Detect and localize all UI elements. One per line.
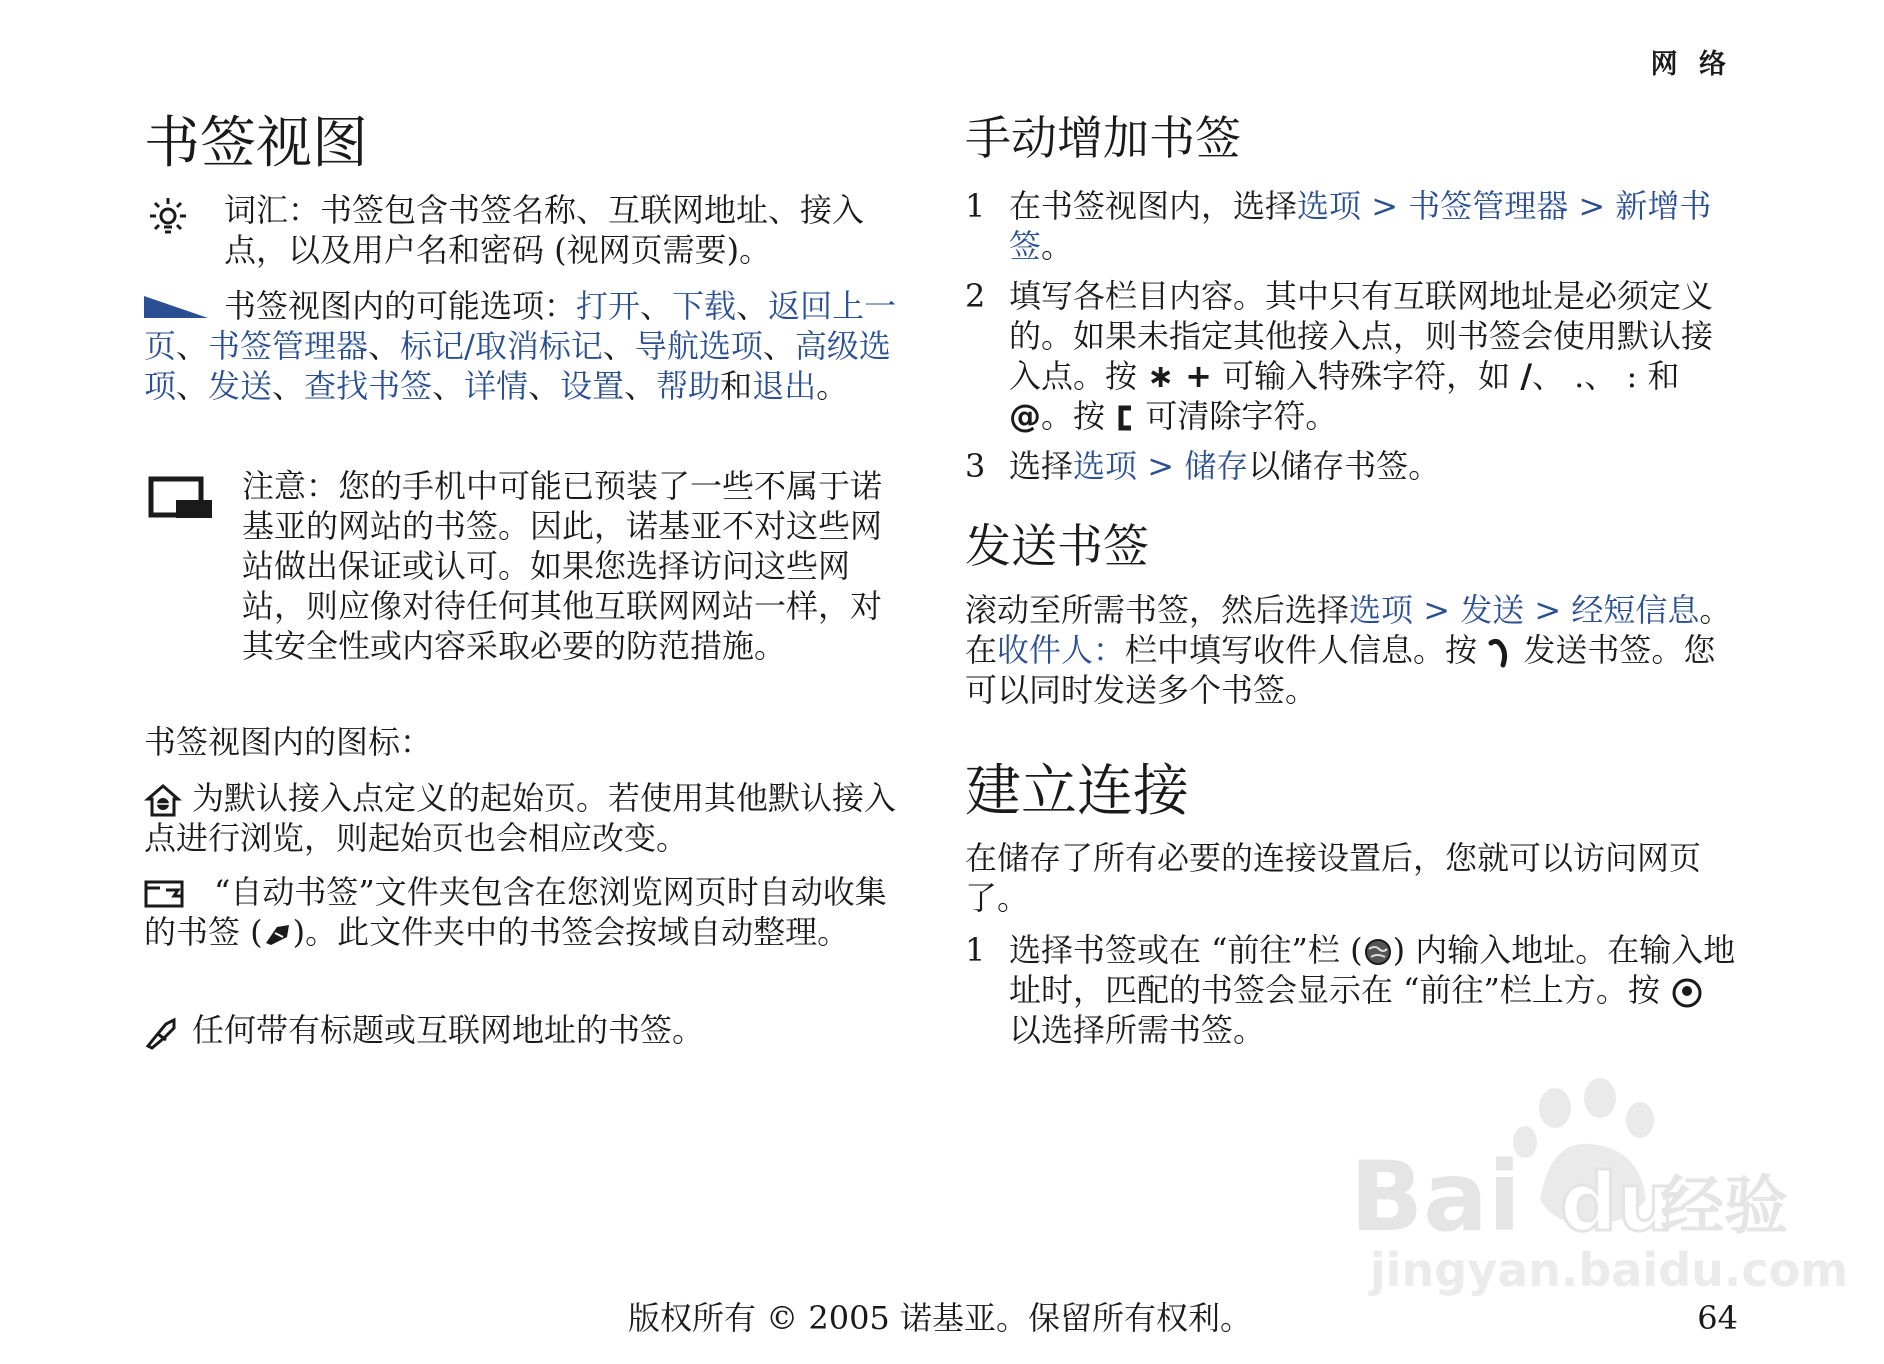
slash-char: / [1520,357,1532,395]
folder-icon-description [144,872,906,952]
star-plus-key: ∗ + [1147,357,1212,395]
bookmark-icon-description: 任何带有标题或互联网地址的书签。 [192,1011,705,1049]
globe-icon [1363,937,1393,967]
call-key-icon [1487,637,1513,667]
send-paragraph [965,590,1740,710]
at-char: @ [1009,397,1041,435]
send-bookmark-title: 发送书签 [965,519,1149,573]
send-text: 发送书签。您可以同时发送多个书签。 [965,631,1716,709]
step-number: 1 [965,931,986,969]
send-text: 滚动至所需书签，然后选择 [965,591,1350,629]
copyright-footer: 版权所有 © 2005 诺基亚。保留所有权利。 [628,1299,1252,1337]
svg-text:经验: 经验 [1660,1170,1788,1244]
step-number: 3 [965,447,986,485]
link-options[interactable]: 选项 [1073,447,1138,485]
step-text: 。 [1041,227,1074,265]
send-text: 栏中填写收件人信息。按 [1125,631,1488,669]
option-open[interactable]: 打开 [576,287,641,325]
options-and: 和 [720,367,753,405]
option-navigation[interactable]: 导航选项 [634,327,763,365]
manual-step-2 [1009,276,1739,436]
link-options[interactable]: 选项 [1349,591,1414,629]
connect-title: 建立连接 [965,759,1189,824]
options-paragraph: 书签视图内的可能选项：打开、下载、返回上一页、书签管理器、标记/取消标记、导航选项、高级选项、发送、查找书签、详情、设置、帮助和退出。 [144,287,897,405]
manual-add-title: 手动增加书签 [965,111,1241,165]
option-exit[interactable]: 退出 [752,367,817,405]
svg-text:jingyan.baidu.com: jingyan.baidu.com [1370,1243,1849,1297]
page-title: 书签视图 [144,111,368,176]
step-text: 、 .、 : 和 [1532,357,1680,395]
menu-separator: > [1137,447,1185,485]
note-label: 注意： [242,467,339,505]
step-number: 2 [965,277,986,315]
option-back[interactable]: 返回上一页 [144,287,897,365]
link-send[interactable]: 发送 [1460,591,1525,629]
option-mark-unmark[interactable]: 标记/取消标记 [400,327,603,365]
menu-separator: > [1568,187,1616,225]
baidu-jingyan-watermark [1350,1080,1849,1300]
option-download[interactable]: 下载 [672,287,737,325]
step-text: 可清除字符。 [1135,397,1338,435]
step-text: 填写各栏目内容。其中只有互联网地址是必须定义的。如果未指定其他接入点，则书签会使用默认接入点。按 [1009,277,1714,395]
step-text: 以选择所需书签。 [1009,1011,1266,1049]
clear-key-icon [1115,404,1135,432]
tip-paragraph [224,190,874,270]
icons-heading: 书签视图内的图标： [144,723,433,761]
option-advanced[interactable]: 高级选项 [144,327,891,405]
step-text: 以储存书签。 [1248,447,1441,485]
step-text: 可输入特殊字符，如 [1211,357,1521,395]
step-text: 在书签视图内，选择 [1009,187,1298,225]
send-text: 。在 [965,591,1732,669]
manual-step-1 [1009,186,1739,266]
home-icon-description: 为默认接入点定义的起始页。若使用其他默认接入点进行浏览，则起始页也会相应改变。 [144,779,897,857]
note-paragraph [242,466,888,666]
svg-text:Bai: Bai [1350,1141,1521,1253]
svg-text:du: du [1560,1156,1675,1249]
option-details[interactable]: 详情 [464,367,529,405]
step-text: ) 内输入地址。在输入地址时，匹配的书签会显示在 “前往”栏上方。按 [1009,931,1736,1009]
options-intro: 书签视图内的可能选项： [224,287,577,325]
step-number: 1 [965,187,986,225]
step-text: 选择书签或在 “前往”栏 ( [1009,931,1363,969]
connect-paragraph: 在储存了所有必要的连接设置后，您就可以访问网页了。 [965,839,1702,917]
option-help[interactable]: 帮助 [656,367,721,405]
link-options[interactable]: 选项 [1297,187,1362,225]
manual-step-3 [1009,446,1739,486]
section-header: 网 络 [1650,49,1732,80]
option-settings[interactable]: 设置 [560,367,625,405]
tip-icon [146,196,190,240]
link-new-bookmark[interactable]: 新增书签 [1009,187,1712,265]
option-find-bookmark[interactable]: 查找书签 [304,367,433,405]
tip-label: 词汇： [224,191,321,229]
option-send[interactable]: 发送 [208,367,273,405]
folder-text-b: )。此文件夹中的书签会按域自动整理。 [292,913,850,951]
joystick-select-icon [1670,976,1704,1008]
link-via-sms[interactable]: 经短信息 [1571,591,1700,629]
option-bookmark-manager[interactable]: 书签管理器 [208,327,369,365]
menu-separator: > [1524,591,1572,629]
note-icon [148,476,218,524]
link-save[interactable]: 储存 [1184,447,1249,485]
step-text: 。按 [1041,397,1116,435]
menu-separator: > [1413,591,1461,629]
page-number: 64 [1697,1299,1738,1337]
link-bookmark-manager[interactable]: 书签管理器 [1408,187,1569,225]
step-text: 选择 [1009,447,1074,485]
menu-separator: > [1361,187,1409,225]
link-recipient[interactable]: 收件人： [997,631,1126,669]
auto-bookmark-icon [263,921,293,947]
folder-text-a: “自动书签”文件夹包含在您浏览网页时自动收集的书签 ( [144,873,887,951]
note-text: 您的手机中可能已预装了一些不属于诺基亚的网站的书签。因此，诺基亚不对这些网站做出保证或认可。如果您选择访问这些网站，则应像对待任何其他互联网网站一样，对其安全性或内容采取必要的防范措施。 [242,467,883,665]
connect-step-1 [1009,930,1741,1050]
tip-text: 书签包含书签名称、互联网地址、接入点，以及用户名和密码 (视网页需要)。 [224,191,865,269]
